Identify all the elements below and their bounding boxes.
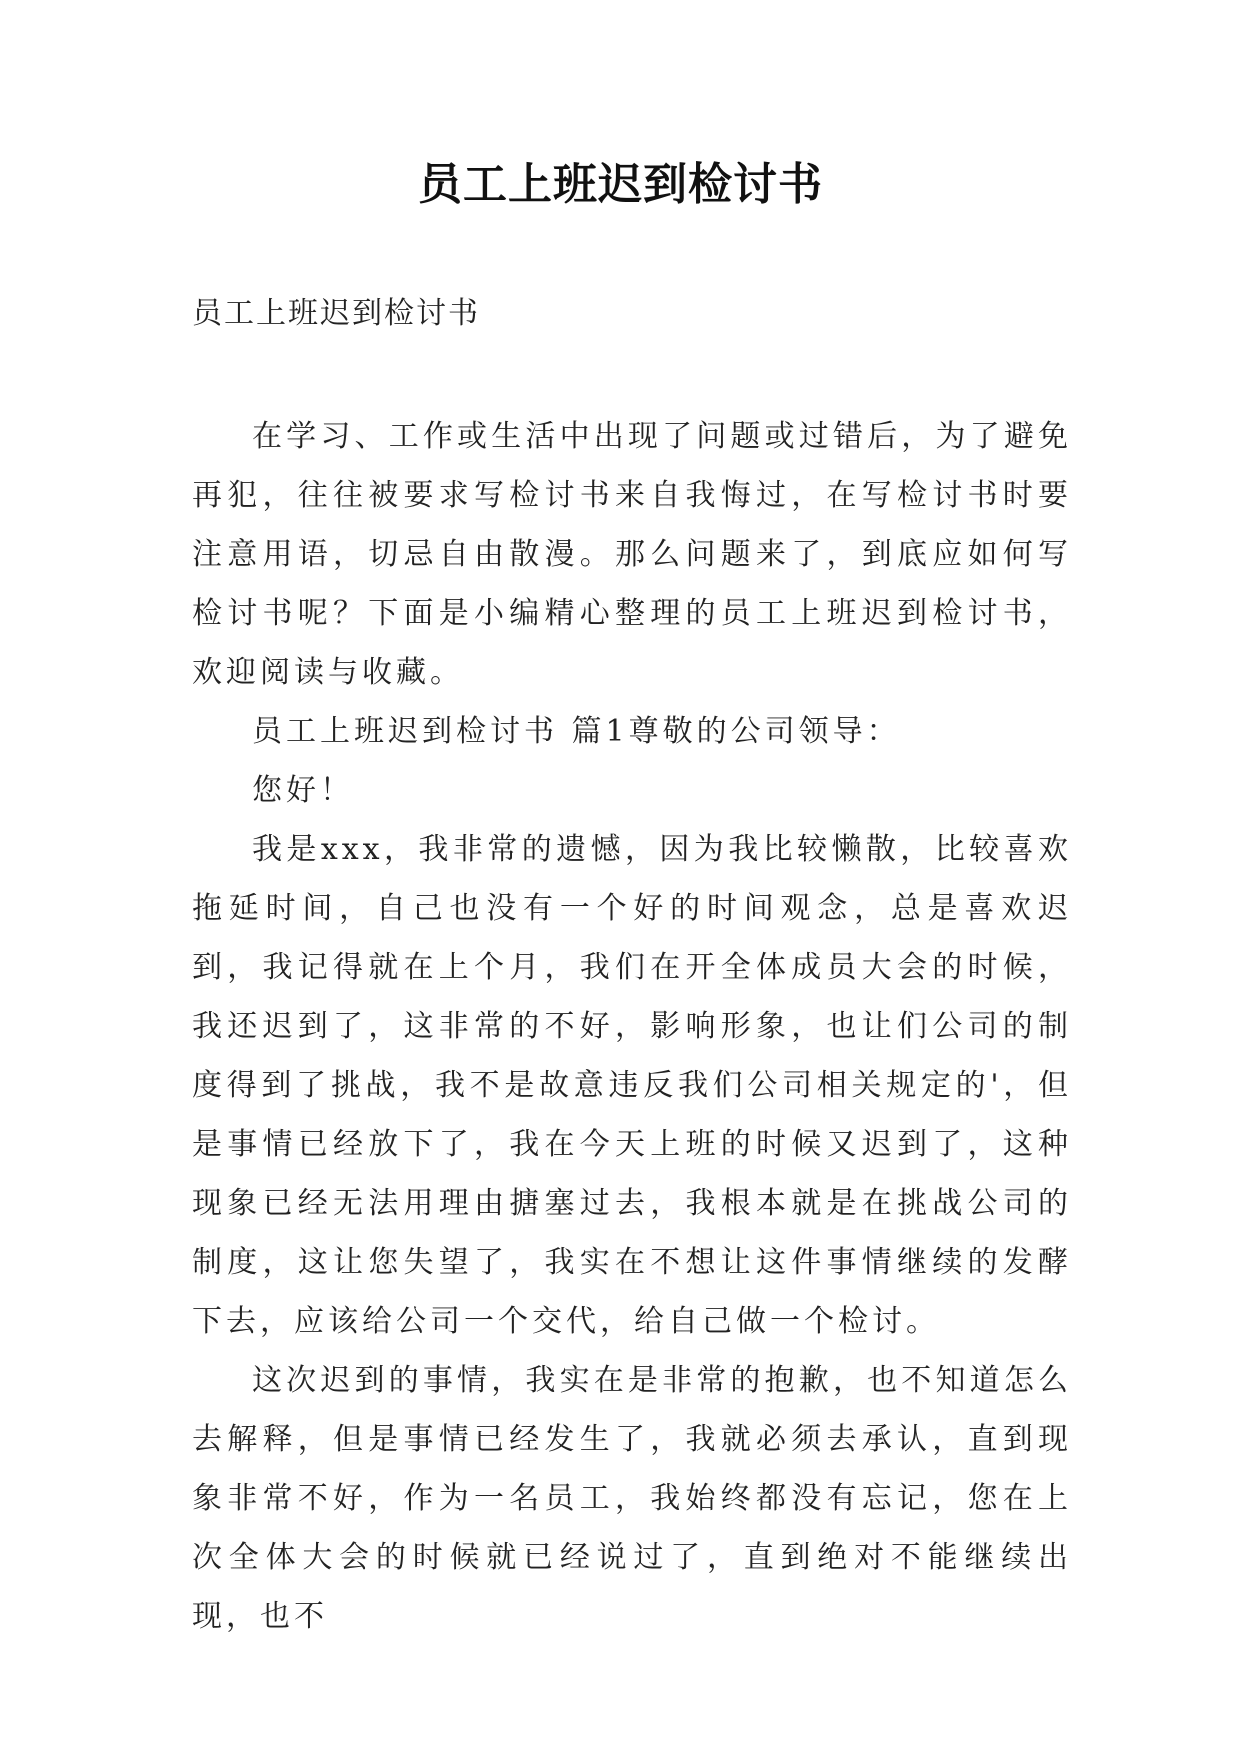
- paragraph-greeting: 您好！: [252, 773, 354, 808]
- document-title: 员工上班迟到检讨书: [418, 159, 823, 210]
- paragraph-heading-salutation: 员工上班迟到检讨书 篇1尊敬的公司领导：: [252, 714, 901, 749]
- paragraph-body-2: 这次迟到的事情，我实在是非常的抱歉，也不知道怎么去解释，但是事情已经发生了，我就必须去承认，直到现象非常不好，作为一名员工，我始终都没有忘记，您在上次全体大会的时候就已经说过了，直到绝对不能继续出现，也不: [192, 1363, 1072, 1634]
- document-subtitle: 员工上班迟到检讨书: [192, 296, 480, 331]
- paragraph-body-1: 我是xxx，我非常的遗憾，因为我比较懒散，比较喜欢拖延时间，自己也没有一个好的时间观念，总是喜欢迟到，我记得就在上个月，我们在开全体成员大会的时候，我还迟到了，这非常的不好，影响形象，也让们公司的制度得到了挑战，我不是故意违反我们公司相关规定的'，但是事情已经放下了，我在今天上班的时候又迟到了，这种现象已经无法用理由搪塞过去，我根本就是在挑战公司的制度，这让您失望了，我实在不想让这件事情继续的发酵下去，应该给公司一个交代，给自己做一个检讨。: [192, 832, 1072, 1339]
- document-body: [192, 407, 1072, 1646]
- paragraph-intro: 在学习、工作或生活中出现了问题或过错后，为了避免再犯，往往被要求写检讨书来自我悔过，在写检讨书时要注意用语，切忌自由散漫。那么问题来了，到底应如何写检讨书呢？下面是小编精心整理的员工上班迟到检讨书，欢迎阅读与收藏。: [192, 419, 1072, 690]
